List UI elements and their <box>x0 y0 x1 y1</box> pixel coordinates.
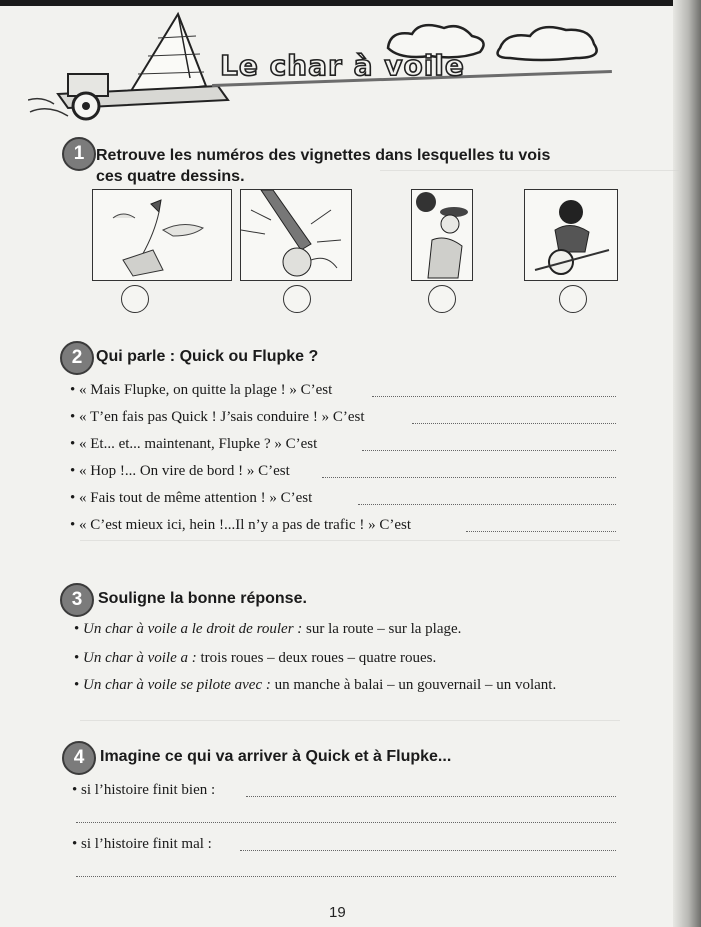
scan-top-edge <box>0 0 701 6</box>
quote-line-2: • « T’en fais pas Quick ! J’sais conduire ! » C’est <box>70 409 365 425</box>
quote-line-4: • « Hop !... On vire de bord ! » C’est <box>70 463 290 479</box>
choice-options[interactable]: trois roues – deux roues – quatre roues. <box>200 650 437 666</box>
mast-drawing <box>241 190 351 280</box>
exercise-1-number: 1 <box>62 137 96 171</box>
binding-shadow <box>673 0 701 927</box>
exercise-4-title: Imagine ce qui va arriver à Quick et à Flupke... <box>100 748 452 765</box>
choice-line-1 <box>74 621 461 638</box>
ending-good-line-2[interactable] <box>76 822 616 823</box>
exercise-1-instruction <box>96 145 550 187</box>
choice-bullet: • <box>74 621 80 637</box>
exercise-4-number: 4 <box>62 741 96 775</box>
answer-line-3[interactable] <box>362 450 616 451</box>
comic-panel-mast <box>240 189 352 281</box>
answer-circle-3[interactable] <box>428 285 456 313</box>
choice-prompt: Un char à voile a : <box>83 650 197 666</box>
ending-bad-line-2[interactable] <box>76 876 616 877</box>
quote-line-1: • « Mais Flupke, on quitte la plage ! » C’est <box>70 382 333 398</box>
answer-circle-2[interactable] <box>283 285 311 313</box>
choice-prompt: Un char à voile a le droit de rouler : <box>83 621 303 637</box>
exercise-1-instruction-line-2: ces quatre dessins. <box>96 168 245 185</box>
answer-circle-4[interactable] <box>559 285 587 313</box>
exercise-3-number: 3 <box>60 583 94 617</box>
choice-bullet: • <box>74 677 80 693</box>
choice-prompt: Un char à voile se pilote avec : <box>83 677 271 693</box>
answer-line-4[interactable] <box>322 477 616 478</box>
page-number: 19 <box>329 904 346 921</box>
show-through-text <box>80 540 620 591</box>
exercise-3-title: Souligne la bonne réponse. <box>98 590 307 607</box>
quote-line-5: • « Fais tout de même attention ! » C’est <box>70 490 313 506</box>
comic-panel-pilot <box>411 189 473 281</box>
land-yacht-illustration <box>28 8 248 123</box>
answer-circle-1[interactable] <box>121 285 149 313</box>
answer-line-1[interactable] <box>372 396 616 397</box>
answer-line-6[interactable] <box>466 531 616 532</box>
exercise-1-instruction-line-1: Retrouve les numéros des vignettes dans lesquelles tu vois <box>96 147 551 164</box>
kite-drawing <box>93 190 231 280</box>
choice-options[interactable]: sur la route – sur la plage. <box>306 621 462 637</box>
ending-good-prompt: • si l’histoire finit bien : <box>72 782 216 798</box>
choice-line-3 <box>74 677 556 694</box>
quote-line-3: • « Et... et... maintenant, Flupke ? » C’est <box>70 436 318 452</box>
exercise-2-number: 2 <box>60 341 94 375</box>
answer-line-5[interactable] <box>358 504 616 505</box>
exercise-2-title: Qui parle : Quick ou Flupke ? <box>96 348 319 365</box>
comic-panel-wheel <box>524 189 618 281</box>
answer-line-2[interactable] <box>412 423 616 424</box>
ending-bad-prompt: • si l’histoire finit mal : <box>72 836 212 852</box>
ending-good-line-1[interactable] <box>246 796 616 797</box>
ending-bad-line-1[interactable] <box>240 850 616 851</box>
choice-line-2 <box>74 650 436 667</box>
choice-options[interactable]: un manche à balai – un gouvernail – un volant. <box>274 677 557 693</box>
quote-line-6: • « C’est mieux ici, hein !...Il n’y a pas de trafic ! » C’est <box>70 517 411 533</box>
choice-bullet: • <box>74 650 80 666</box>
comic-panel-kite <box>92 189 232 281</box>
pilot-drawing <box>412 190 472 280</box>
wheel-drawing <box>525 190 617 280</box>
page-title: Le char à voile <box>220 49 465 82</box>
